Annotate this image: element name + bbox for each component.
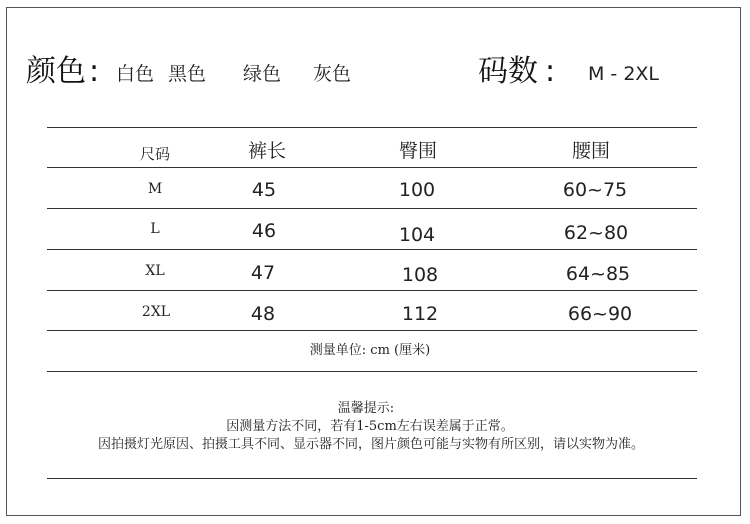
col-header-hip: 臀围 [398,140,438,162]
table-row-hip: 112 [401,303,439,325]
table-row-waist: 66~90 [567,303,633,325]
table-bottom-rule [47,371,697,372]
table-row-rule [47,290,697,291]
table-row-hip: 108 [401,264,439,286]
tips-line-1: 因测量方法不同，若有1-5cm左右误差属于正常。 [226,419,514,434]
col-header-size: 尺码 [139,145,171,163]
color-green: 绿色 [243,63,282,85]
table-row-hip: 104 [398,224,436,246]
table-row-waist: 60~75 [562,179,628,201]
color-gray: 灰色 [313,63,352,85]
table-row-size: L [150,221,160,237]
color-colon: : [89,54,100,89]
table-row-length: 48 [250,303,276,325]
table-row-waist: 64~85 [565,263,631,285]
table-top-rule [47,127,697,128]
col-header-length: 裤长 [247,140,287,162]
size-range: M - 2XL [588,63,660,85]
table-row-rule [47,249,697,250]
table-row-length: 45 [251,179,277,201]
tips-line-2: 因拍摄灯光原因、拍摄工具不同、显示器不同，图片颜色可能与实物有所区别，请以实物为准。 [97,437,645,452]
size-colon: : [545,54,556,89]
color-black: 黑色 [168,63,207,85]
table-row-size: 2XL [141,304,171,320]
tips-bottom-rule [47,478,697,479]
col-header-waist: 腰围 [571,140,611,162]
table-row-size: M [147,181,163,197]
table-row-size: XL [145,263,165,279]
color-label: 颜色 [26,54,86,89]
table-row-length: 46 [251,220,277,242]
table-header-rule [47,167,697,168]
table-row-rule [47,208,697,209]
table-row-hip: 100 [398,179,436,201]
table-row-length: 47 [250,262,276,284]
unit-note: 测量单位: cm (厘米) [309,343,431,358]
tips-title: 温馨提示: [337,401,395,416]
color-white: 白色 [116,63,155,85]
size-label: 码数 [478,54,538,89]
table-row-waist: 62~80 [563,222,629,244]
table-row-rule [47,330,697,331]
